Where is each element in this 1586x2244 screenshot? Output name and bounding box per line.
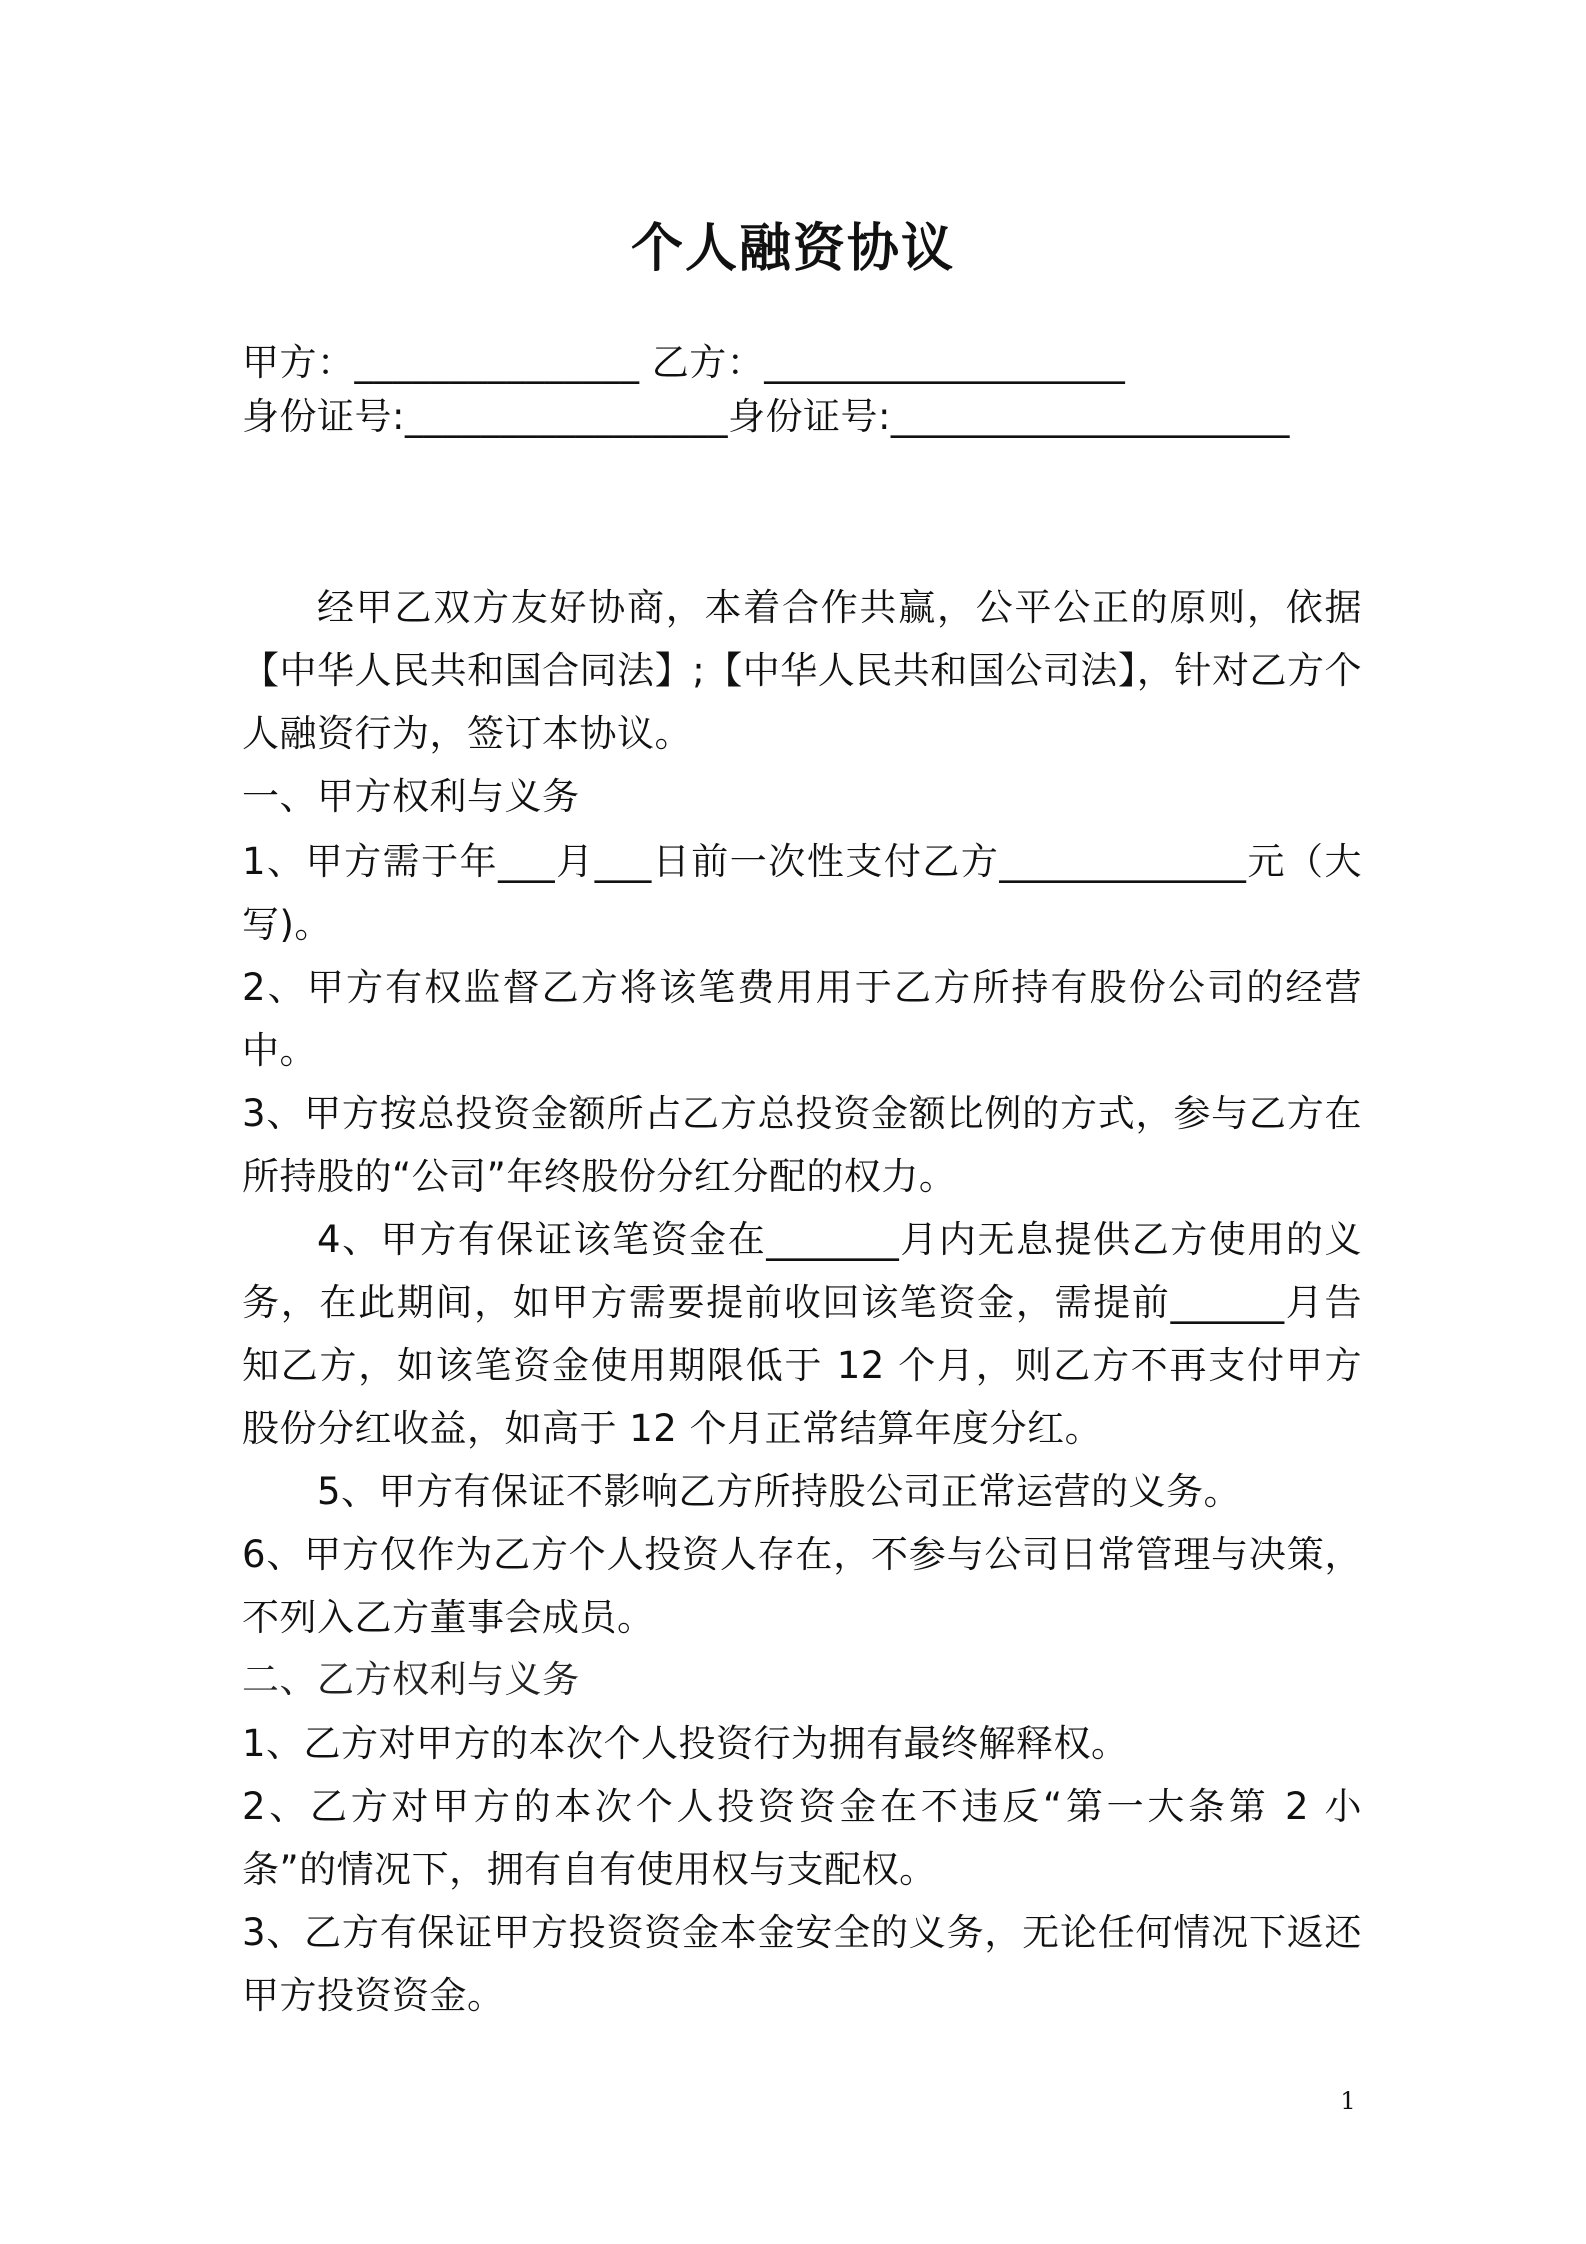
page-number: 1: [1340, 2087, 1356, 2115]
section-1-item-2: 2、甲方有权监督乙方将该笔费用用于乙方所持有股份公司的经营中。: [242, 966, 1362, 1072]
section-1-item-5: 5、甲方有保证不影响乙方所持股公司正常运营的义务。: [317, 1470, 1242, 1513]
intro-paragraph: 经甲乙双方友好协商，本着合作共赢，公平公正的原则，依据【中华人民共和国合同法】;【中华人民共和国公司法】，针对乙方个人融资行为，签订本协议。: [242, 586, 1362, 755]
section-2-item-1: 1、乙方对甲方的本次个人投资行为拥有最终解释权。: [242, 1722, 1129, 1765]
section-1-item-4: 4、甲方有保证该笔资金在_______月内无息提供乙方使用的义务，在此期间，如甲方需要提前收回该笔资金，需提前______月告知乙方，如该笔资金使用期限低于 12 个月，则乙方不再支付甲方股份分红收益，如高于 12 个月正常结算年度分红。: [242, 1218, 1362, 1450]
section-1-item-1: 1、甲方需于年___月___日前一次性支付乙方_____________元（大写)。: [242, 840, 1362, 946]
section-2-item-2: 2、乙方对甲方的本次个人投资资金在不违反“第一大条第 2 小条”的情况下，拥有自有使用权与支配权。: [242, 1785, 1362, 1891]
section-1-item-6: 6、甲方仅作为乙方个人投资人存在，不参与公司日常管理与决策，不列入乙方董事会成员。: [242, 1533, 1362, 1639]
section-1-item-3: 3、甲方按总投资金额所占乙方总投资金额比例的方式，参与乙方在所持股的“公司”年终股份分红分配的权力。: [242, 1092, 1362, 1198]
party-line-1: 甲方：_______________ 乙方：___________________: [242, 341, 1126, 384]
section-1-heading: 一、甲方权利与义务: [242, 775, 580, 818]
party-line-2: 身份证号:_________________身份证号:_____________________: [242, 395, 1290, 438]
document-title: 个人融资协议: [630, 219, 955, 279]
section-2-heading: 二、乙方权利与义务: [242, 1658, 580, 1701]
section-2-item-3: 3、乙方有保证甲方投资资金本金安全的义务，无论任何情况下返还甲方投资资金。: [242, 1911, 1362, 2017]
